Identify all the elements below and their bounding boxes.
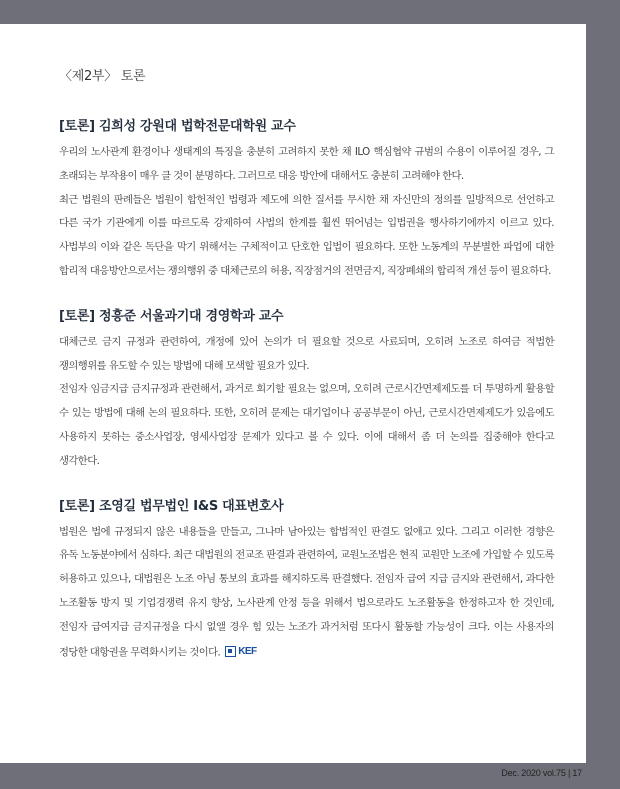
part-title: 〈제2부〉 토론	[59, 69, 146, 84]
page	[0, 24, 586, 763]
paragraph-text: 법원은 법에 규정되지 않은 내용들을 만들고, 그나마 남아있는 합법적인 판결도 없애고 있다. 그리고 이러한 경향은 유독 노동분야에서 심하다. 최근 대법원의 전교조 판결과 관련하여, 교원노조법은 현직 교원만 노조에 가입할 수 있도록 허용하고 있으나, 대법원은 노조 아님 통보의 효과를 해지하도록 판결했다. 전임자 급여 지급 금지와 관련해서, 과다한 노조활동 방지 및 기업경쟁력 유지 향상, 노사관계 안정 등을 위해서 법으로라도 노조활동을 한정하고자 한 것인데, 전임자 급여지급 금지규정을 다시 없앨 경우 힘 있는 노조가 과거처럼 또다시 활동할 가능성이 크다. 이는 사용자의 정당한 대항권을 무력화시키는 것이다.	[59, 525, 554, 658]
section-heading: [토론] 정흥준 서울과기대 경영학과 교수	[59, 308, 284, 324]
section-heading: [토론] 김희성 강원대 법학전문대학원 교수	[59, 119, 296, 134]
paragraph: 최근 법원의 판례들은 법원이 합헌적인 법령과 제도에 의한 질서를 무시한 채 자신만의 정의를 일방적으로 선언하고 다른 국가 기관에게 이를 따르도록 강제하여 사법의 한계를 훨씬 뛰어넘는 입법권을 행사하기에까지 이르고 있다. 사법부의 이와 같은 독단을 막기 위해서는 구체적이고 단호한 입법이 필요하다. 또한 노동계의 무분별한 파업에 대한 합리적 대응방안으로서는 쟁의행위 중 대체근로의 허용, 직장점거의 전면금지, 직장폐쇄의 합리적 개선 등이 필요하다.	[59, 193, 554, 277]
page-footer: Dec. 2020 vol.75 | 17	[501, 768, 582, 778]
discussion-section-3	[59, 495, 554, 665]
paragraph: 전임자 임금지급 금지규정과 관련해서, 과거로 회기할 필요는 없으며, 오히려 근로시간면제제도를 더 투명하게 활용할 수 있는 방법에 대해 논의 필요하다. 또한, 오히려 문제는 대기업이나 공공부문이 아닌, 근로시간면제제도가 있음에도 사용하지 못하는 중소사업장, 영세사업장 문제가 있다고 볼 수 있다. 이에 대해서 좀 더 논의를 집중해야 한다고 생각한다.	[59, 383, 554, 467]
kef-logo-text: KEF	[238, 645, 257, 657]
discussion-section-1	[59, 115, 554, 284]
discussion-section-2	[59, 305, 554, 474]
paragraph: 우리의 노사관계 환경이나 생태계의 특징을 충분히 고려하지 못한 채 ILO 핵심협약 규범의 수용이 이루어질 경우, 그 초래되는 부작용이 매우 클 것이 분명하다. 그러므로 대응 방안에 대해서도 충분히 고려해야 한다.	[59, 146, 554, 182]
section-heading: [토론] 조영길 법무법인 I&S 대표변호사	[59, 498, 284, 514]
article-body	[59, 65, 554, 686]
paragraph	[59, 521, 554, 665]
paragraph: 대체근로 금지 규정과 관련하여, 개정에 있어 논의가 더 필요할 것으로 사료되며, 오히려 노조로 하여금 적법한 쟁의행위를 유도할 수 있는 방법에 대해 모색할 필요가 있다.	[59, 335, 554, 372]
kef-logo	[225, 640, 256, 664]
kef-logo-icon	[225, 646, 236, 657]
